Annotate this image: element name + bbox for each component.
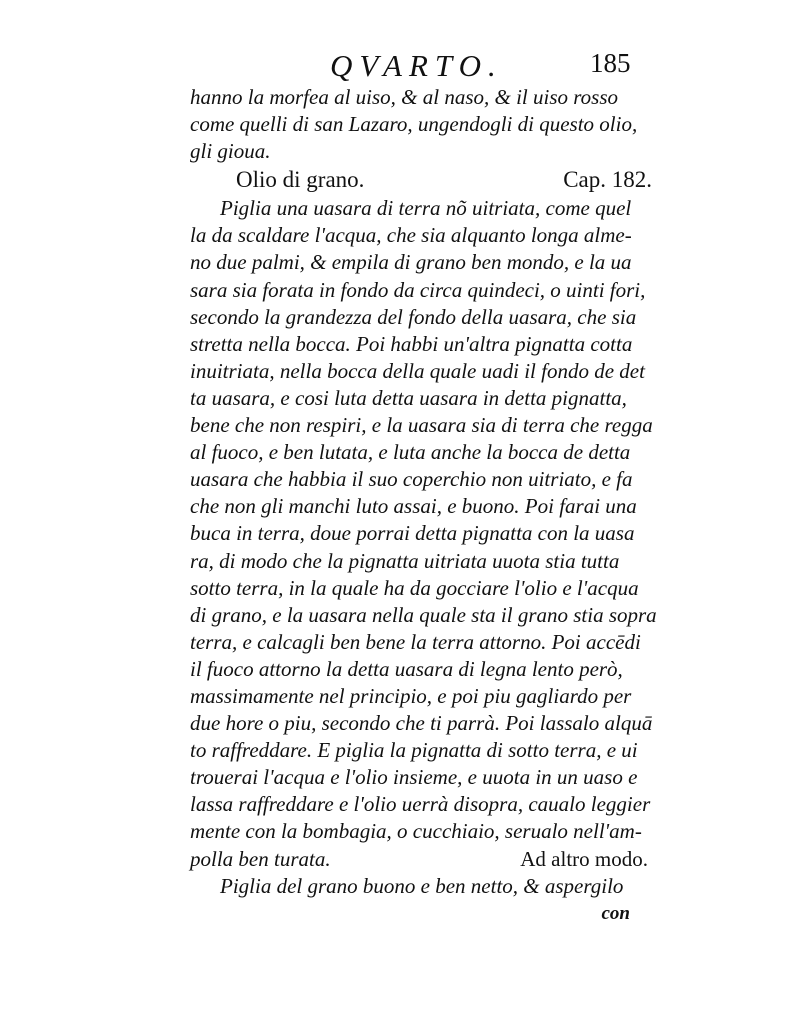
text-line: secondo la grandezza del fondo della uasara, che sia xyxy=(190,304,637,329)
page-number: 185 xyxy=(590,48,631,78)
subheading: Ad altro modo. xyxy=(520,846,648,871)
text-line: stretta nella bocca. Poi habbi un'altra pignatta cotta xyxy=(190,331,633,356)
catchword: con xyxy=(601,902,630,924)
text-line: terra, e calcagli ben bene la terra attorno. Poi accēdi xyxy=(190,629,641,654)
text-line: il fuoco attorno la detta uasara di legna lento però, xyxy=(190,656,623,681)
text-line: sotto terra, in la quale ha da gocciare l'olio e l'acqua xyxy=(190,575,639,600)
text-line: mente con la bombagia, o cucchiaio, serualo nell'am- xyxy=(190,819,642,844)
text-line: di grano, e la uasara nella quale sta il grano stia sopra xyxy=(190,602,657,627)
text-line: polla ben turata. xyxy=(190,846,331,871)
text-line: lassa raffreddare e l'olio uerrà disopra, caualo leggier xyxy=(190,792,651,817)
text-line: to raffreddare. E piglia la pignatta di sotto terra, e ui xyxy=(190,738,638,763)
text-line: trouerai l'acqua e l'olio insieme, e uuota in un uaso e xyxy=(190,765,638,790)
text-line: la da scaldare l'acqua, che sia alquanto longa alme- xyxy=(190,223,632,248)
text-block xyxy=(190,84,660,927)
chapter-title: Olio di grano. xyxy=(236,167,365,193)
text-line: sara sia forata in fondo da circa quindeci, o uinti fori, xyxy=(190,277,646,302)
text-line: gli gioua. xyxy=(190,139,271,164)
text-line: ra, di modo che la pignatta uitriata uuota stia tutta xyxy=(190,548,620,573)
text-line: due hore o piu, secondo che ti parrà. Poi lassalo alquā xyxy=(190,711,653,736)
text-line: massimamente nel principio, e poi piu gagliardo per xyxy=(190,683,632,708)
text-line: hanno la morfea al uiso, & al naso, & il uiso rosso xyxy=(190,85,619,109)
text-line: ta uasara, e cosi luta detta uasara in detta pignatta, xyxy=(190,385,627,410)
chapter-number: Cap. 182. xyxy=(563,167,652,193)
text-line: no due palmi, & empila di grano ben mondo, e la ua xyxy=(190,250,632,275)
text-line: come quelli di san Lazaro, ungendogli di questo olio, xyxy=(190,112,638,137)
text-line: Piglia del grano buono e ben netto, & aspergilo xyxy=(220,873,624,898)
text-line: buca in terra, doue porrai detta pignatta con la uasa xyxy=(190,521,635,546)
text-line: che non gli manchi luto assai, e buono. Poi farai una xyxy=(190,494,637,519)
chapter-heading xyxy=(190,165,660,195)
text-line: uasara che habbia il suo coperchio non uitriato, e fa xyxy=(190,467,633,492)
text-line-with-subheading xyxy=(190,846,660,873)
text-line: Piglia una uasara di terra nõ uitriata, come quel xyxy=(220,196,632,221)
text-line: bene che non respiri, e la uasara sia di terra che regga xyxy=(190,413,653,438)
running-head: QVARTO. xyxy=(330,48,503,83)
text-line: inuitriata, nella bocca della quale uadi il fondo de det xyxy=(190,358,645,383)
text-line: al fuoco, e ben lutata, e luta anche la bocca de detta xyxy=(190,440,631,465)
